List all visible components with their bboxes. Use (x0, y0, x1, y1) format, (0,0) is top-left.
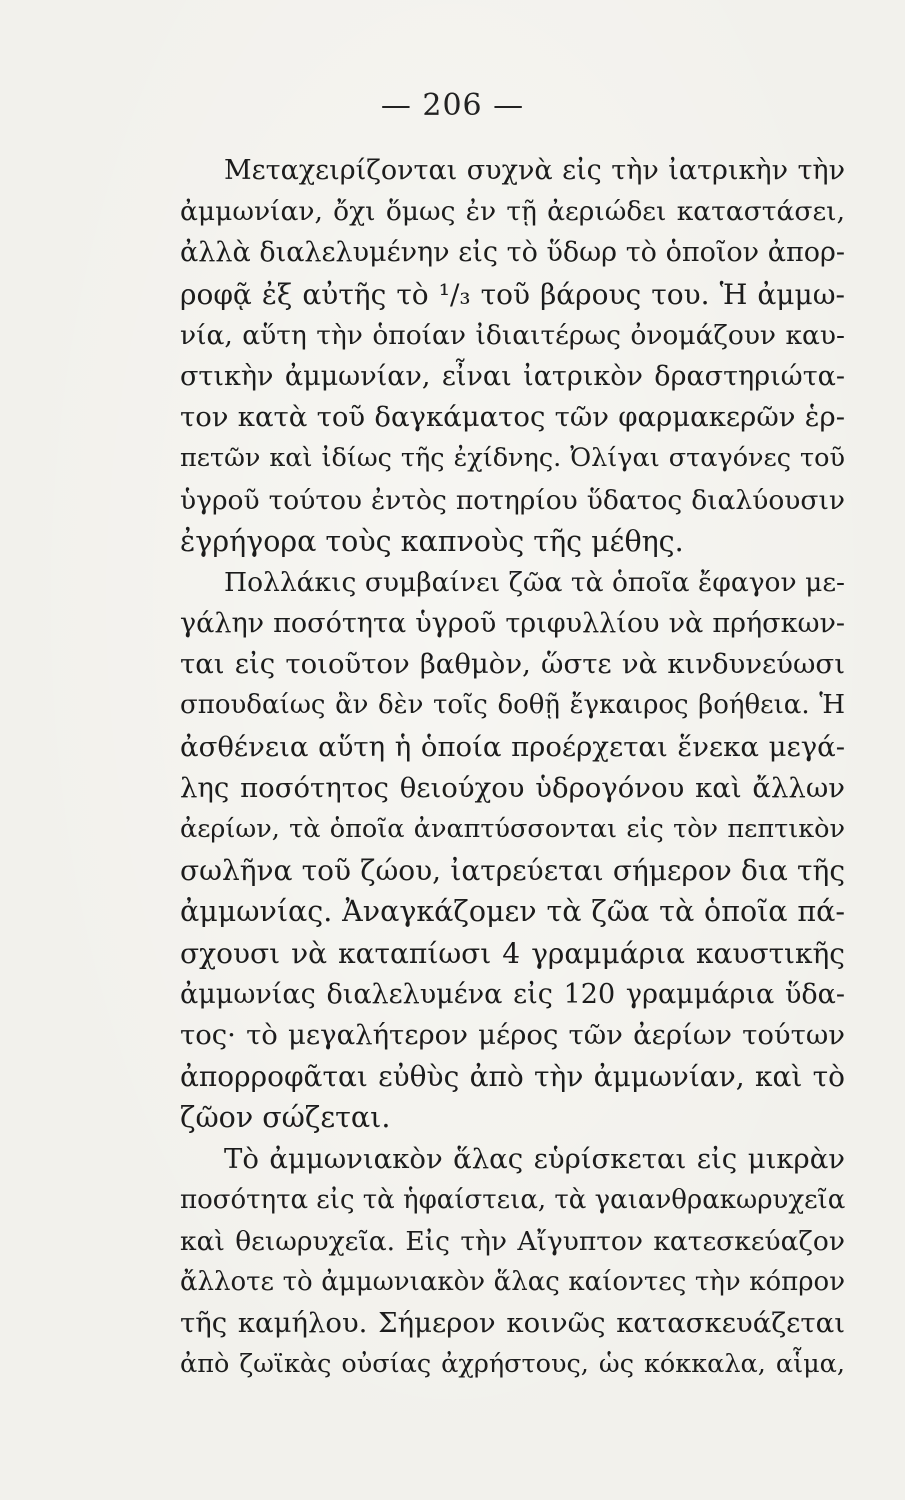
text-line: ὑγροῦ τούτου ἐντὸς ποτηρίου ὕδατος διαλύουσιν (180, 484, 845, 516)
text-line: ροφᾷ ἐξ αὐτῆς τὸ ¹/₃ τοῦ βάρους του. Ἡ ἀμμω- (180, 277, 845, 311)
text-line: ἀπορροφᾶται εὐθὺς ἀπὸ τὴν ἀμμωνίαν, καὶ τὸ (180, 1060, 845, 1094)
text-line: ἀπὸ ζωϊκὰς οὐσίας ἀχρήστους, ὡς κόκκαλα, αἷμα, (180, 1349, 845, 1380)
text-line: γάλην ποσότητα ὑγροῦ τριφυλλίου νὰ πρήσκων- (180, 608, 845, 640)
text-line: ποσότητα εἰς τὰ ἡφαίστεια, τὰ γαιανθρακωρυχεῖα (180, 1184, 845, 1215)
text-line: ἀσθένεια αὕτη ἡ ὁποία προέρχεται ἕνεκα μεγά- (180, 730, 845, 763)
text-line: Πολλάκις συμβαίνει ζῶα τὰ ὁποῖα ἔφαγον με- (224, 566, 845, 598)
text-line: Τὸ ἀμμωνιακὸν ἅλας εὑρίσκεται εἰς μικρὰν (224, 1142, 845, 1175)
text-line: καὶ θειωρυχεῖα. Εἰς τὴν Αἴγυπτον κατεσκεύαζον (180, 1225, 845, 1257)
text-line: νία, αὕτη τὴν ὁποίαν ἰδιαιτέρως ὀνομάζουν καυ- (180, 319, 845, 351)
text-line: πετῶν καὶ ἰδίως τῆς ἐχίδνης. Ὀλίγαι σταγόνες τοῦ (180, 443, 845, 474)
body-text (180, 150, 845, 1386)
text-line: στικὴν ἀμμωνίαν, εἶναι ἰατρικὸν δραστηριώτα- (180, 360, 845, 392)
text-line: Μεταχειρίζονται συχνὰ εἰς τὴν ἰατρικὴν τὴν (224, 155, 845, 186)
text-line: σωλῆνα τοῦ ζώου, ἰατρεύεται σήμερον δια τῆς (180, 854, 845, 888)
text-line: σπουδαίως ἂν δὲν τοῖς δοθῇ ἔγκαιρος βοήθεια. Ἡ (180, 690, 845, 721)
text-line: ἀμμωνίαν, ὄχι ὅμως ἐν τῇ ἀεριώδει καταστάσει, (180, 196, 845, 228)
text-line: ἀμμωνίας διαλελυμένα εἰς 120 γραμμάρια ὕδα- (180, 978, 845, 1010)
text-line: ἐγρήγορα τοὺς καπνοὺς τῆς μέθης. (180, 524, 684, 558)
text-line: ἀμμωνίας. Ἀναγκάζομεν τὰ ζῶα τὰ ὁποῖα πά- (180, 895, 845, 929)
text-line: τος· τὸ μεγαλήτερον μέρος τῶν ἀερίων τούτων (180, 1018, 845, 1051)
text-line: λης ποσότητος θειούχου ὑδρογόνου καὶ ἄλλων (180, 771, 845, 804)
page-number: — 206 — (380, 88, 525, 123)
text-line: σχουσι νὰ καταπίωσι 4 γραμμάρια καυστικῆς (180, 936, 845, 970)
text-line: ἀλλὰ διαλελυμένην εἰς τὸ ὕδωρ τὸ ὁποῖον ἀπορ- (180, 237, 845, 269)
text-line: ζῶον σώζεται. (180, 1101, 391, 1135)
text-line: ἄλλοτε τὸ ἀμμωνιακὸν ἅλας καίοντες τὴν κόπρον (180, 1267, 845, 1298)
text-line: ἀερίων, τὰ ὁποῖα ἀναπτύσσονται εἰς τὸν πεπτικὸν (180, 814, 845, 844)
text-line: ται εἰς τοιοῦτον βαθμὸν, ὥστε νὰ κινδυνεύωσι (180, 648, 845, 681)
text-line: τον κατὰ τοῦ δαγκάματος τῶν φαρμακερῶν ἑρ- (180, 401, 845, 434)
text-line: τῆς καμήλου. Σήμερον κοινῶς κατασκευάζεται (180, 1307, 845, 1340)
